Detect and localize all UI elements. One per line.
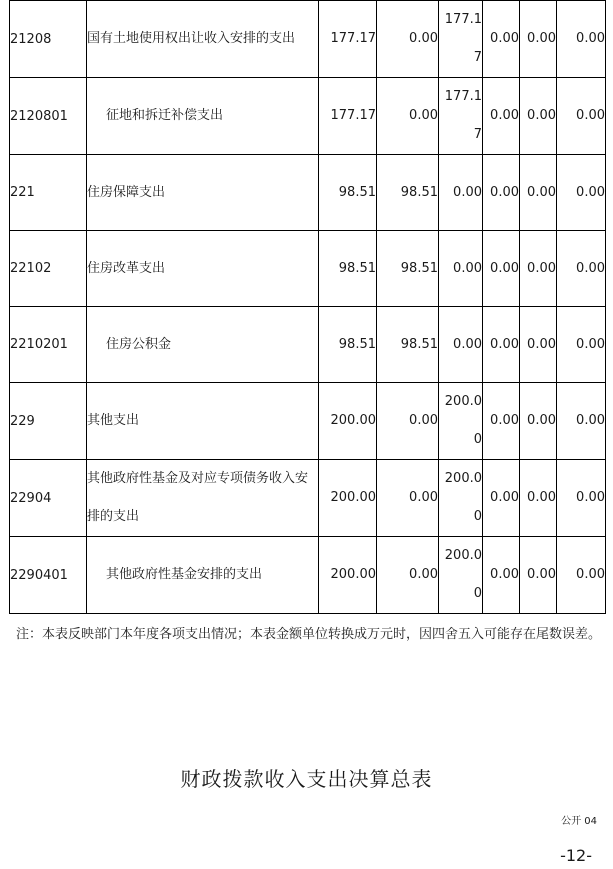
total-cell (319, 231, 377, 307)
col6-cell (483, 155, 520, 231)
col7-cell (520, 78, 557, 155)
form-number: 公开 04 (561, 816, 597, 827)
amount-value: 0.00 (453, 184, 482, 200)
amount-value: 0.00 (527, 184, 556, 200)
table-row (10, 231, 606, 307)
table-row (10, 383, 606, 460)
project-cell (439, 537, 483, 614)
col8-cell (557, 307, 606, 383)
amount-value: 98.51 (400, 336, 438, 352)
col8-cell (557, 460, 606, 537)
amount-value: 177.17 (444, 12, 482, 65)
amount-value: 177.17 (444, 89, 482, 142)
name-cell: 住房改革支出 (87, 231, 319, 307)
code-cell: 2120801 (10, 78, 87, 155)
col6-cell (483, 307, 520, 383)
amount-value: 0.00 (527, 108, 556, 123)
col6-cell (483, 231, 520, 307)
total-cell (319, 383, 377, 460)
amount-value: 0.00 (576, 184, 605, 200)
amount-value: 0.00 (490, 567, 519, 582)
table-note: 注：本表反映部门本年度各项支出情况；本表金额单位转换成万元时，因四舍五入可能存在尾数误差。 (16, 627, 602, 642)
amount-value: 0.00 (576, 336, 605, 352)
code-cell: 21208 (10, 1, 87, 78)
amount-value: 200.00 (330, 490, 376, 505)
table-body (10, 1, 606, 614)
amount-value: 98.51 (338, 260, 376, 276)
col7-cell (520, 231, 557, 307)
amount-value: 200.00 (444, 548, 482, 601)
amount-value: 0.00 (490, 490, 519, 505)
col8-cell (557, 231, 606, 307)
col6-cell (483, 78, 520, 155)
amount-value: 0.00 (527, 567, 556, 582)
basic-cell (377, 537, 439, 614)
code-cell: 2290401 (10, 537, 87, 614)
col8-cell (557, 1, 606, 78)
basic-cell (377, 307, 439, 383)
amount-value: 0.00 (453, 260, 482, 276)
col7-cell (520, 383, 557, 460)
code-cell: 22102 (10, 231, 87, 307)
col8-cell (557, 155, 606, 231)
total-cell (319, 155, 377, 231)
code-cell: 2210201 (10, 307, 87, 383)
col7-cell (520, 460, 557, 537)
col7-cell (520, 155, 557, 231)
name-cell: 住房公积金 (87, 307, 319, 383)
amount-value: 98.51 (338, 336, 376, 352)
total-cell (319, 307, 377, 383)
total-cell (319, 537, 377, 614)
amount-value: 0.00 (527, 31, 556, 46)
basic-cell (377, 383, 439, 460)
col6-cell (483, 1, 520, 78)
amount-value: 177.17 (330, 31, 376, 46)
name-cell: 住房保障支出 (87, 155, 319, 231)
total-cell (319, 460, 377, 537)
amount-value: 0.00 (490, 108, 519, 123)
name-cell: 其他政府性基金安排的支出 (87, 537, 319, 614)
amount-value: 0.00 (409, 31, 438, 46)
amount-value: 0.00 (576, 31, 605, 46)
amount-value: 0.00 (490, 413, 519, 428)
amount-value: 0.00 (453, 336, 482, 352)
amount-value: 200.00 (444, 394, 482, 447)
amount-value: 0.00 (576, 490, 605, 505)
code-cell: 22904 (10, 460, 87, 537)
basic-cell (377, 78, 439, 155)
basic-cell (377, 231, 439, 307)
amount-value: 0.00 (409, 108, 438, 123)
col6-cell (483, 460, 520, 537)
table-row (10, 460, 606, 537)
col8-cell (557, 78, 606, 155)
table-row (10, 155, 606, 231)
amount-value: 0.00 (409, 567, 438, 582)
project-cell (439, 460, 483, 537)
amount-value: 0.00 (576, 567, 605, 582)
project-cell (439, 231, 483, 307)
col7-cell (520, 307, 557, 383)
name-cell: 其他支出 (87, 383, 319, 460)
next-table-title: 财政拨款收入支出决算总表 (180, 767, 433, 791)
col6-cell (483, 383, 520, 460)
name-cell: 征地和拆迁补偿支出 (87, 78, 319, 155)
project-cell (439, 307, 483, 383)
project-cell (439, 383, 483, 460)
expenditure-table (9, 0, 606, 614)
amount-value: 0.00 (490, 336, 519, 352)
col8-cell (557, 537, 606, 614)
table-row (10, 78, 606, 155)
col7-cell (520, 1, 557, 78)
amount-value: 0.00 (527, 490, 556, 505)
project-cell (439, 1, 483, 78)
project-cell (439, 78, 483, 155)
code-cell: 221 (10, 155, 87, 231)
basic-cell (377, 460, 439, 537)
amount-value: 177.17 (330, 108, 376, 123)
amount-value: 200.00 (330, 567, 376, 582)
table-row (10, 307, 606, 383)
total-cell (319, 78, 377, 155)
col6-cell (483, 537, 520, 614)
amount-value: 0.00 (490, 184, 519, 200)
amount-value: 98.51 (338, 184, 376, 200)
col7-cell (520, 537, 557, 614)
table-row (10, 537, 606, 614)
amount-value: 98.51 (400, 184, 438, 200)
amount-value: 0.00 (527, 413, 556, 428)
basic-cell (377, 1, 439, 78)
amount-value: 0.00 (409, 413, 438, 428)
amount-value: 200.00 (444, 471, 482, 524)
amount-value: 0.00 (576, 108, 605, 123)
amount-value: 0.00 (576, 260, 605, 276)
amount-value: 0.00 (409, 490, 438, 505)
name-cell: 国有土地使用权出让收入安排的支出 (87, 1, 319, 78)
amount-value: 0.00 (490, 260, 519, 276)
total-cell (319, 1, 377, 78)
table-row (10, 1, 606, 78)
amount-value: 200.00 (330, 413, 376, 428)
basic-cell (377, 155, 439, 231)
amount-value: 0.00 (576, 413, 605, 428)
amount-value: 0.00 (490, 31, 519, 46)
amount-value: 0.00 (527, 336, 556, 352)
col8-cell (557, 383, 606, 460)
page-number: -12- (560, 846, 592, 865)
project-cell (439, 155, 483, 231)
name-cell: 其他政府性基金及对应专项债务收入安排的支出 (87, 460, 319, 537)
code-cell: 229 (10, 383, 87, 460)
amount-value: 98.51 (400, 260, 438, 276)
amount-value: 0.00 (527, 260, 556, 276)
